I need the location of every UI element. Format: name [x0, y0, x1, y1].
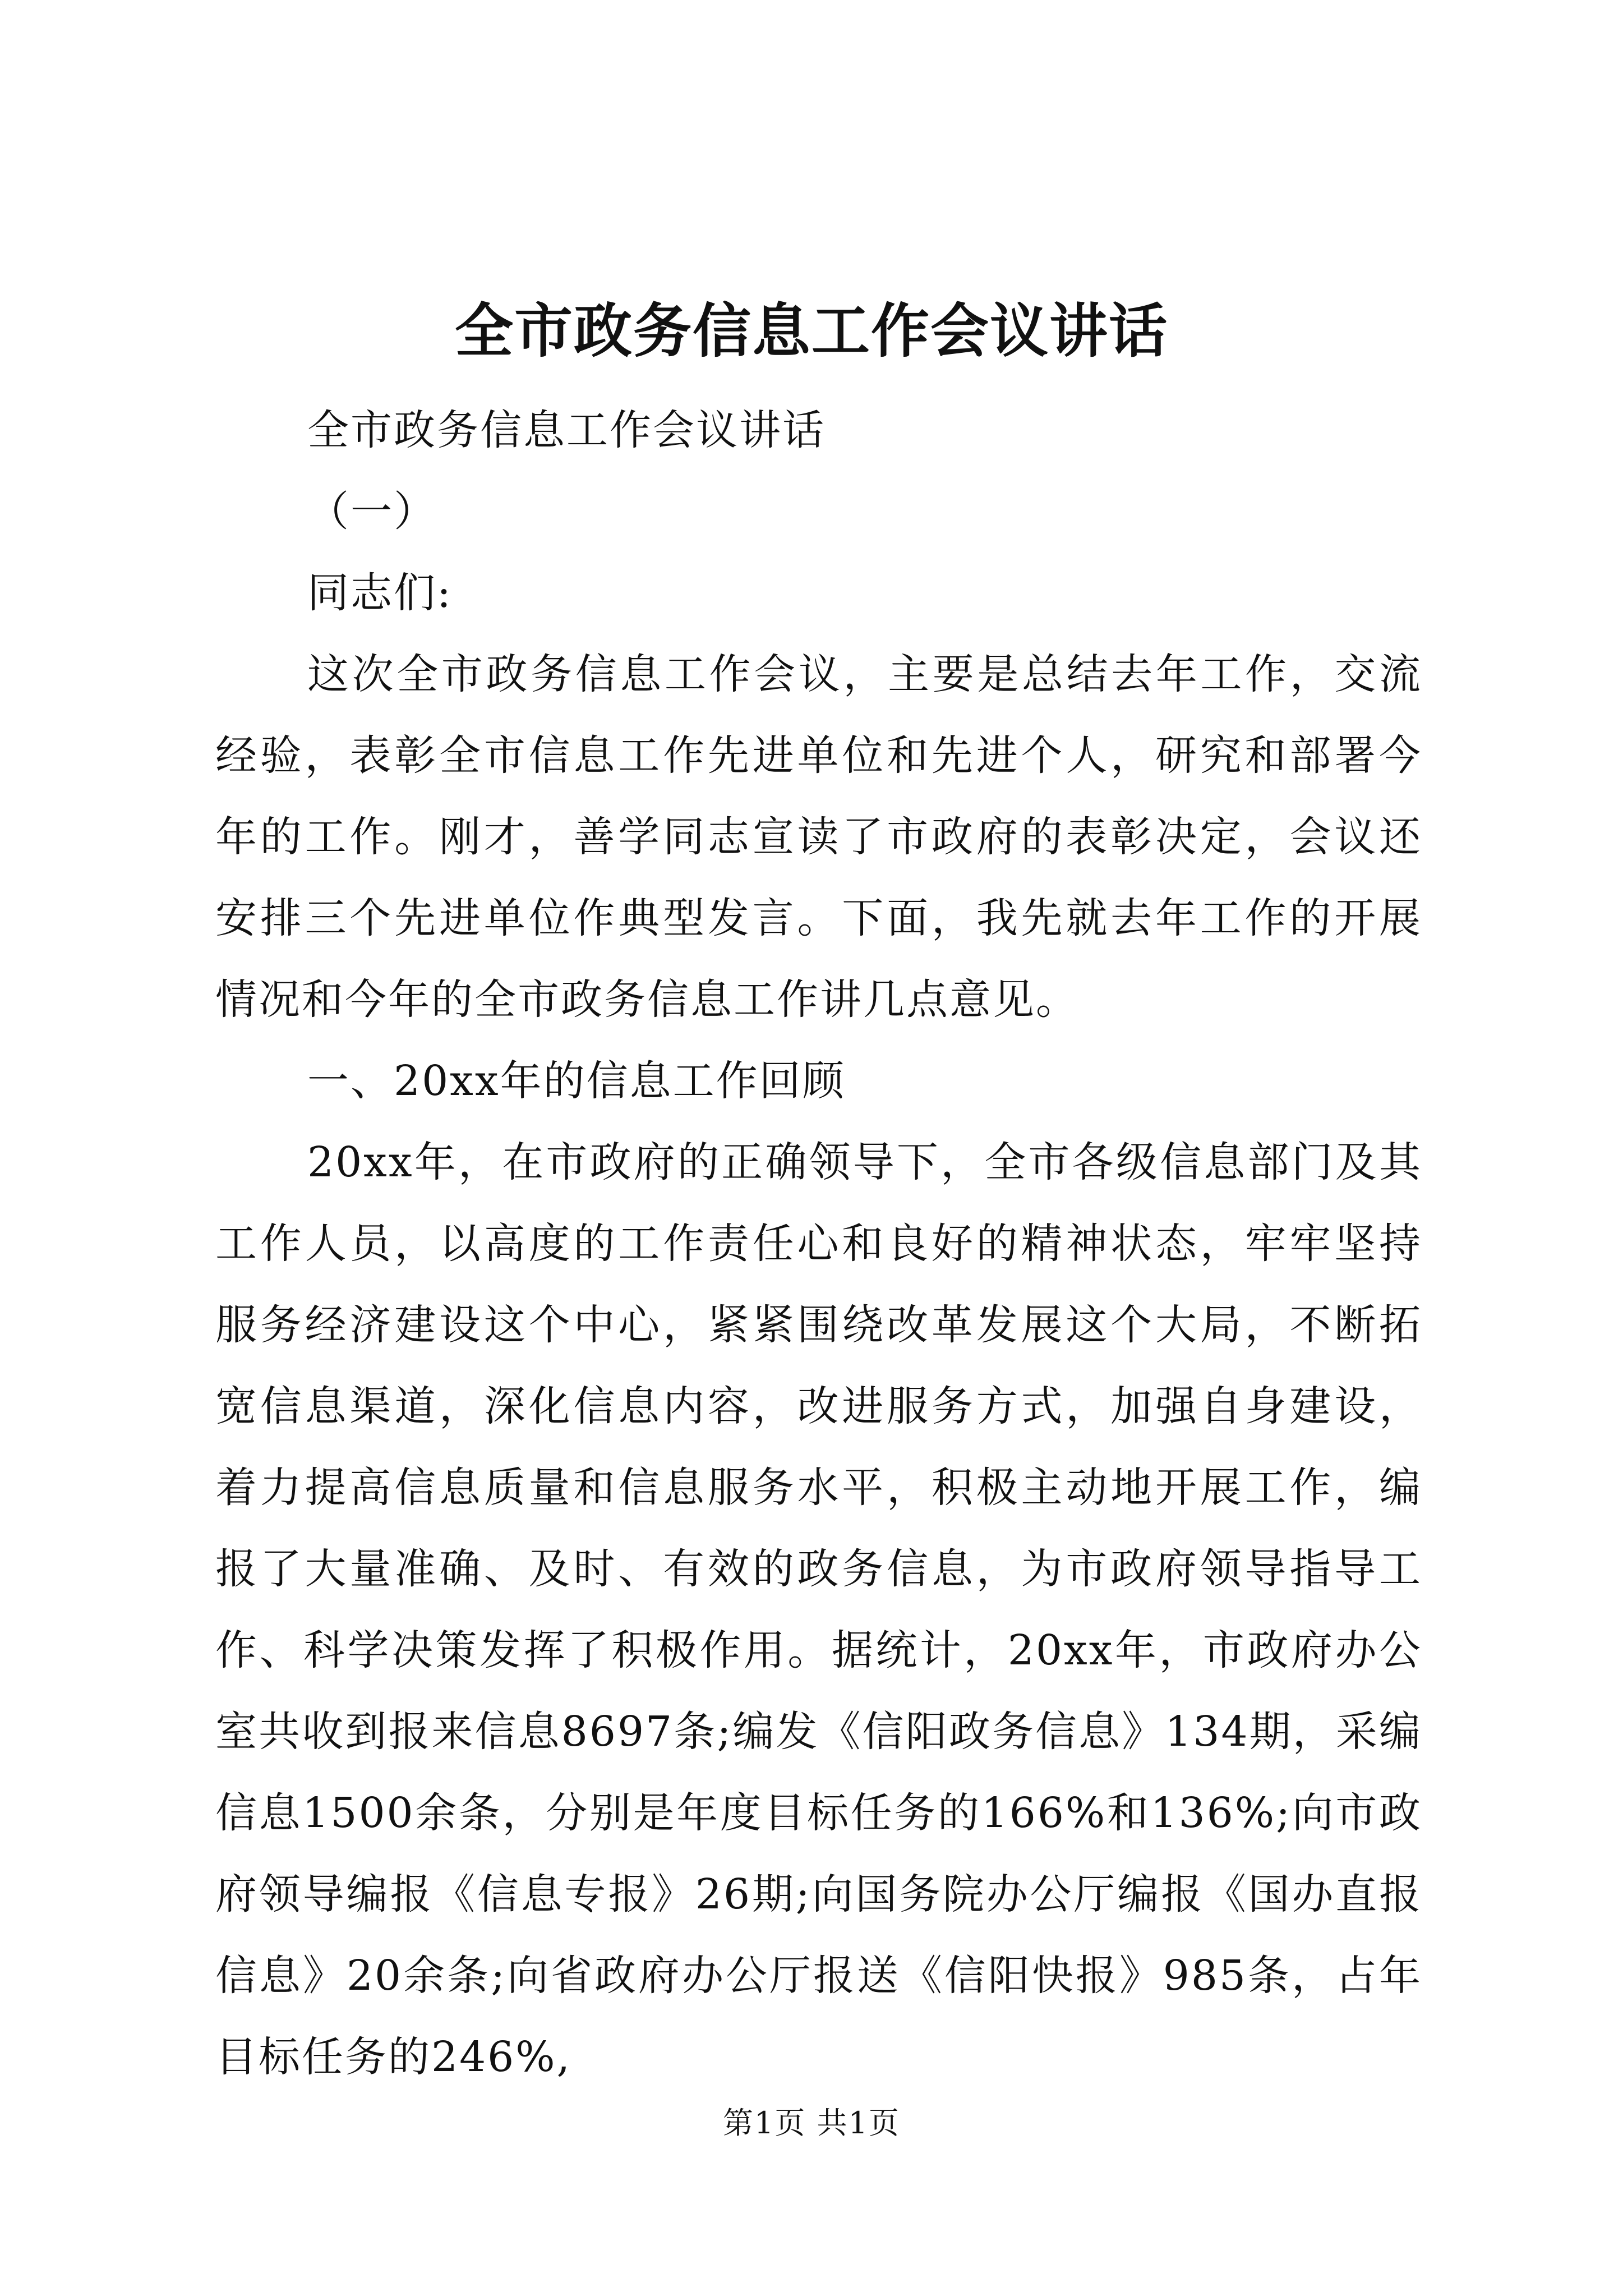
document-title: 全市政务信息工作会议讲话	[454, 296, 1168, 365]
paragraph-intro: 这次全市政务信息工作会议，主要是总结去年工作，交流经验，表彰全市信息工作先进单位和先进个人，研究和部署今年的工作。刚才，善学同志宣读了市政府的表彰决定，会议还安排三个先进单位作典型发言。下面，我先就去年工作的开展情况和今年的全市政务信息工作讲几点意见。	[215, 650, 1422, 1024]
salutation: 同志们:	[307, 569, 453, 617]
document-body	[215, 390, 1422, 2098]
section-heading-review: 一、20xx年的信息工作回顾	[307, 1057, 846, 1105]
page-footer: 第1页 共1页	[723, 2105, 900, 2141]
document-subtitle: 全市政务信息工作会议讲话	[307, 406, 826, 454]
paragraph-review: 20xx年，在市政府的正确领导下，全市各级信息部门及其工作人员，以高度的工作责任心和良好的精神状态，牢牢坚持服务经济建设这个中心，紧紧围绕改革发展这个大局，不断拓宽信息渠道，深化信息内容，改进服务方式，加强自身建设，着力提高信息质量和信息服务水平，积极主动地开展工作，编报了大量准确、及时、有效的政务信息，为市政府领导指导工作、科学决策发挥了积极作用。据统计，20xx年，市政府办公室共收到报来信息8697条;编发《信阳政务信息》134期，采编信息1500余条，分别是年度目标任务的166%和136%;向市政府领导编报《信息专报》26期;向国务院办公厅编报《国办直报信息》20余条;向省政府办公厅报送《信阳快报》985条，占年目标任务的246%,	[215, 1138, 1422, 2081]
section-marker: （一）	[307, 487, 437, 536]
